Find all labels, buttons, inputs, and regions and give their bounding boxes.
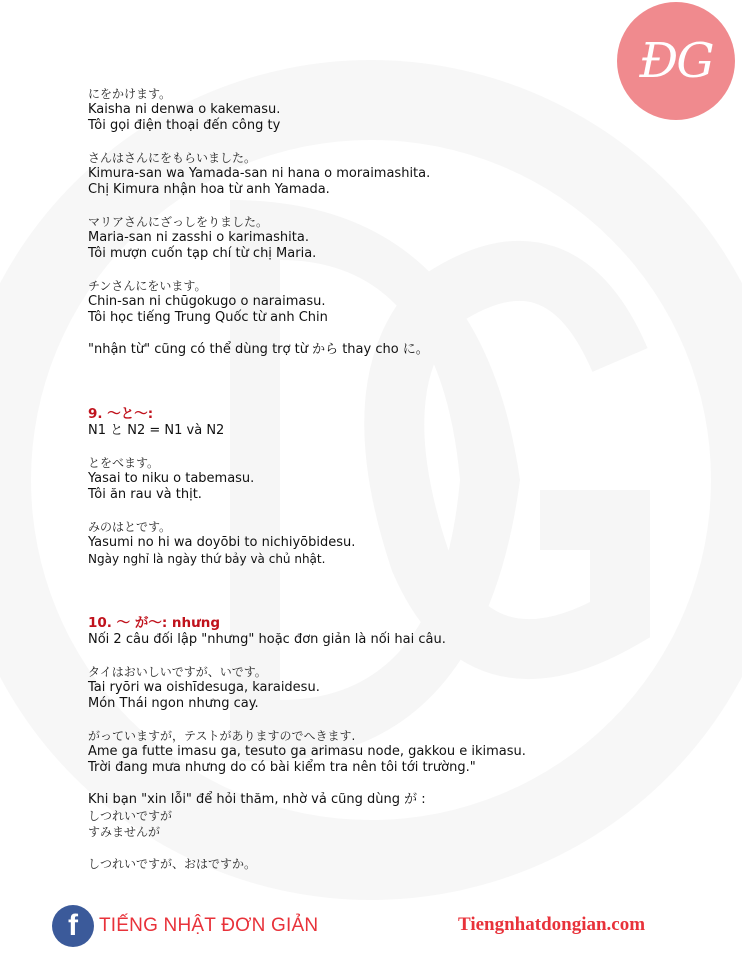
section-10-heading: 10. ～ が～: nhưng	[88, 615, 221, 631]
example-jp: タイはおいしいですが、いです。	[88, 665, 267, 679]
grammar-rule: Nối 2 câu đối lập "nhưng" hoặc đơn giản là nối hai câu.	[88, 632, 446, 647]
grammar-note: "nhận từ" cũng có thể dùng trợ từ から thay cho に。	[88, 342, 429, 357]
example-vi: Tôi học tiếng Trung Quốc từ anh Chin	[88, 310, 328, 325]
example-vi: Tôi mượn cuốn tạp chí từ chị Maria.	[88, 246, 317, 261]
example-romaji: Yasai to niku o tabemasu.	[88, 471, 255, 486]
example-vi: Chị Kimura nhận hoa từ anh Yamada.	[88, 182, 330, 197]
example-vi: Ngày nghỉ là ngày thứ bảy và chủ nhật.	[88, 552, 326, 566]
example-vi: Món Thái ngon nhưng cay.	[88, 696, 259, 711]
example-jp: さんはさんにをもらいました。	[88, 151, 257, 165]
example-romaji: Kimura-san wa Yamada-san ni hana o moraimashita.	[88, 166, 431, 181]
example-romaji: Kaisha ni denwa o kakemasu.	[88, 102, 281, 117]
facebook-brand[interactable]	[52, 905, 318, 947]
example-jp: とをべます。	[88, 456, 160, 470]
website-link[interactable]: Tiengnhatdongian.com	[458, 914, 646, 935]
brand-name: TIẾNG NHẬT ĐƠN GIẢN	[99, 915, 319, 936]
logo-text: ĐG	[639, 33, 713, 89]
example-vi: Tôi ăn rau và thịt.	[88, 487, 202, 502]
example-vi: Trời đang mưa nhưng do có bài kiểm tra nên tôi tới trường."	[88, 760, 476, 775]
example-jp: がっていますが，テストがありますのでへきます.	[88, 729, 356, 743]
example-romaji: Tai ryōri wa oishīdesuga, karaidesu.	[88, 680, 320, 695]
section-9-heading: 9. ～と～:	[88, 406, 154, 422]
example-romaji: Chin-san ni chūgokugo o naraimasu.	[88, 294, 326, 309]
grammar-note: Khi bạn "xin lỗi" để hỏi thăm, nhờ vả cũng dùng が :	[88, 792, 426, 807]
example-vi: Tôi gọi điện thoại đến công ty	[88, 118, 281, 133]
document-body	[88, 86, 688, 872]
example-jp: チンさんにをいます。	[88, 279, 207, 293]
grammar-rule: N1 と N2 = N1 và N2	[88, 423, 225, 438]
note-example: しつれいですが	[88, 809, 173, 823]
example-romaji: Ame ga futte imasu ga, tesuto ga arimasu node, gakkou e ikimasu.	[88, 744, 526, 759]
example-jp: にをかけます。	[88, 87, 172, 101]
example-romaji: Maria-san ni zasshi o karimashita.	[88, 230, 309, 245]
facebook-icon[interactable]: f	[52, 905, 94, 947]
note-example: すみませんが	[88, 825, 161, 839]
example-jp: マリアさんにざっしをりました。	[88, 215, 269, 229]
final-example: しつれいですが、おはですか。	[88, 857, 257, 871]
dg-logo	[617, 2, 735, 120]
example-romaji: Yasumi no hi wa doyōbi to nichiyōbidesu.	[88, 535, 356, 550]
example-jp: みのはとです。	[88, 520, 172, 534]
